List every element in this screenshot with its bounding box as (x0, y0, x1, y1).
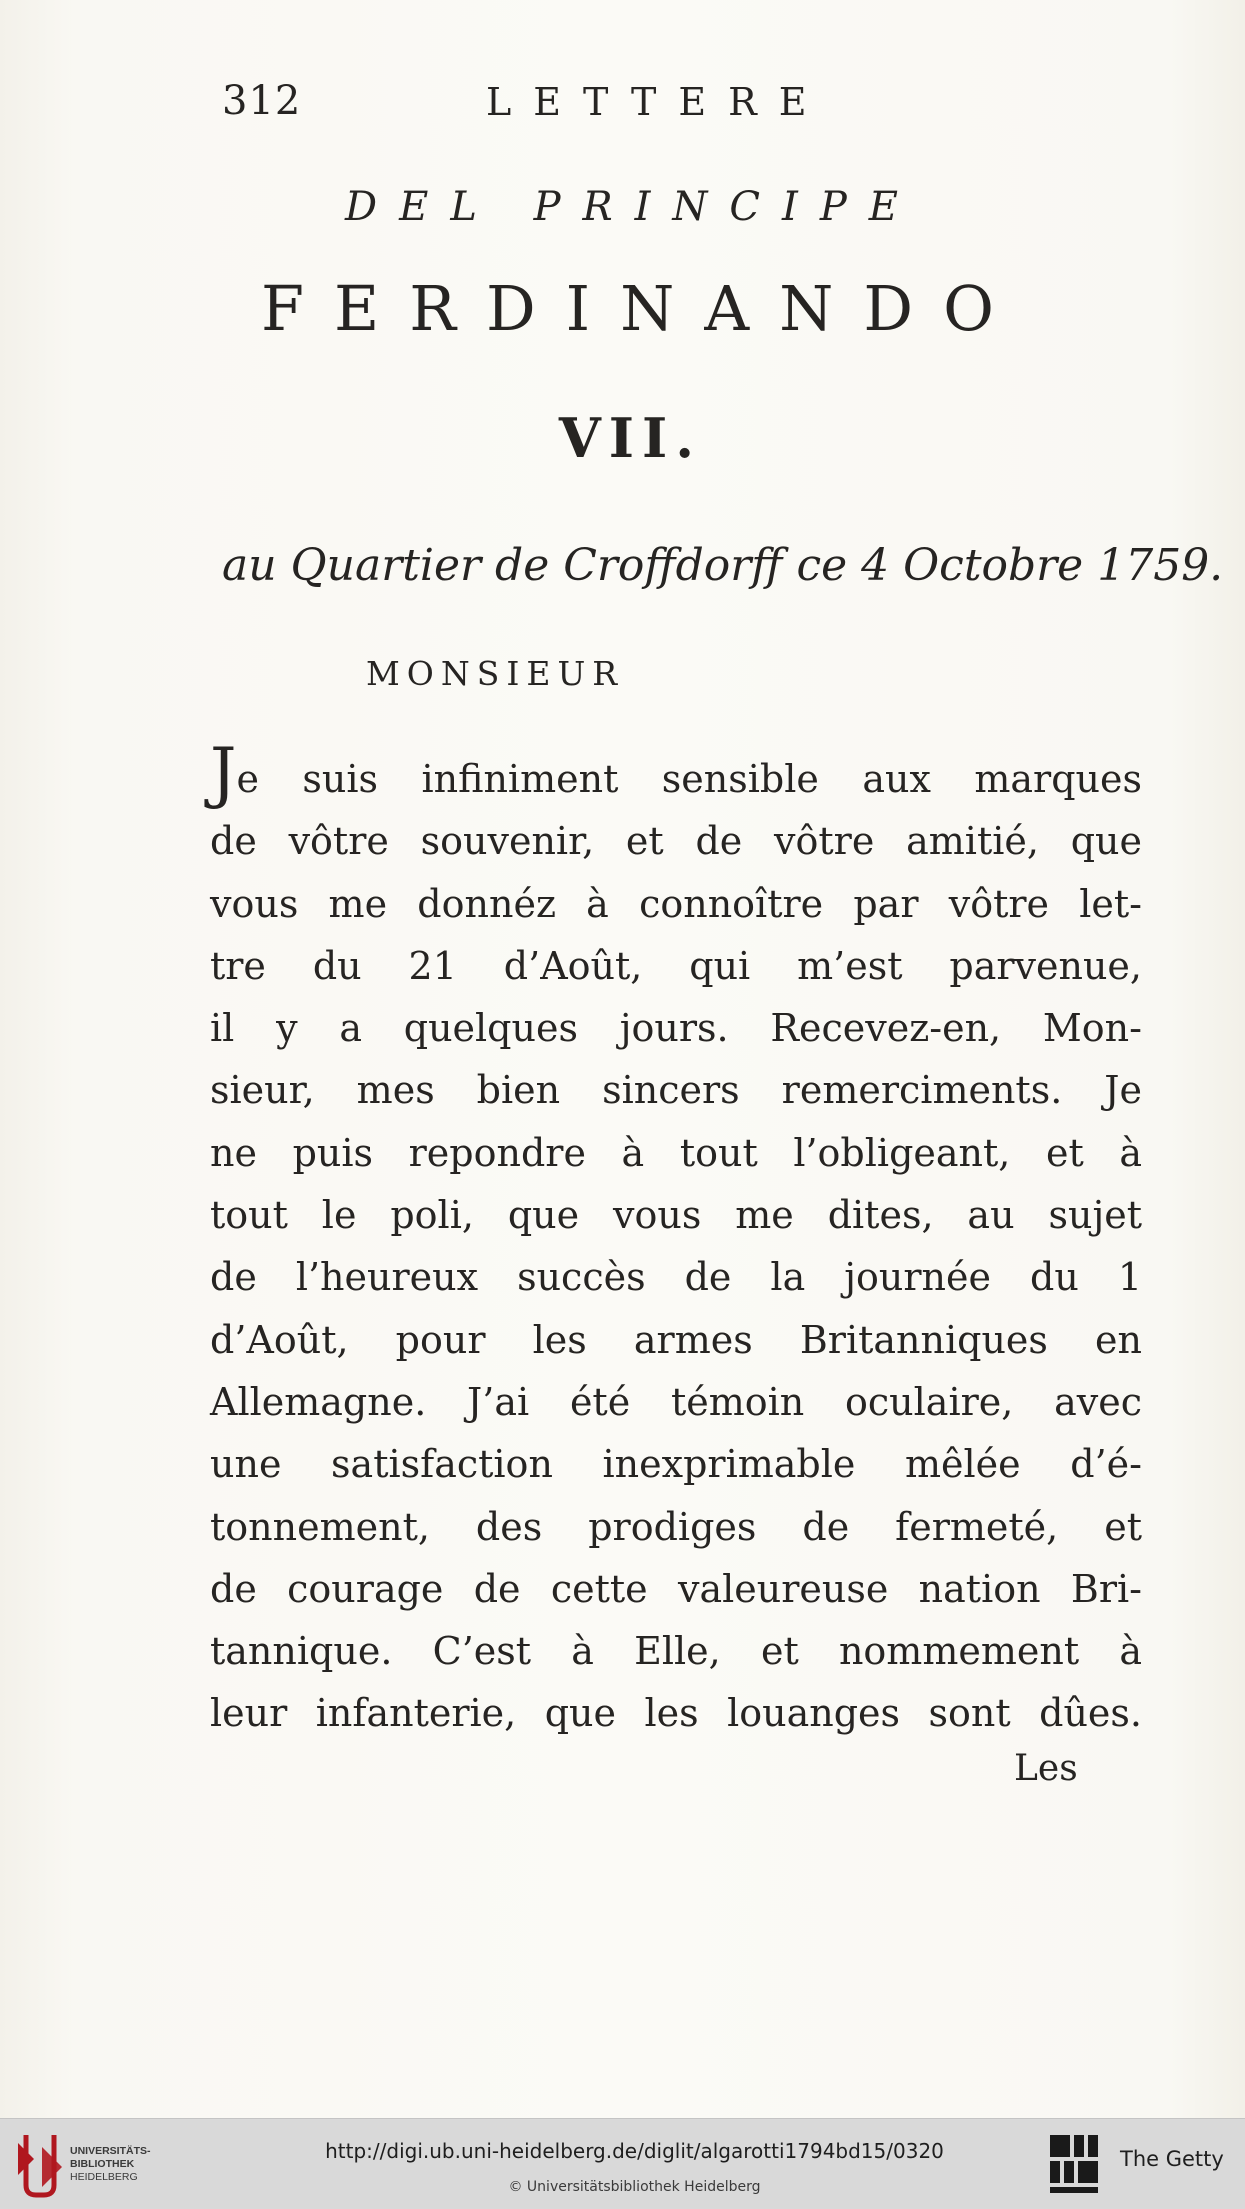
copyright-notice: © Universitätsbibliothek Heidelberg (508, 2179, 761, 2195)
body-line: de l’heureux succès de la journée du 1 (210, 1255, 1142, 1300)
getty-label: The Getty (1120, 2147, 1224, 2171)
body-line: tre du 21 d’Août, qui m’est parvenue, (210, 943, 1142, 988)
body-line: sieur, mes bien sincers remerciments. Je (210, 1068, 1142, 1113)
body-line: d’Août, pour les armes Britanniques en (210, 1317, 1142, 1362)
letter-body (210, 734, 1142, 1745)
page-number: 312 (222, 78, 302, 124)
letter-heading-line2: FERDINANDO (261, 272, 1024, 345)
letter-dateline: au Quartier de Croffdorff ce 4 Octobre 1759. (222, 540, 1224, 591)
body-line: de vôtre souvenir, et de vôtre amitié, que (210, 819, 1142, 864)
letter-salutation: MONSIEUR (366, 654, 625, 693)
body-line: tannique. C’est à Elle, et nommement à (210, 1629, 1142, 1674)
getty-logo-icon[interactable] (1046, 2129, 1102, 2201)
letter-heading-line1: DEL PRINCIPE (345, 184, 920, 230)
body-line: une satisfaction inexprimable mêlée d’é- (210, 1442, 1142, 1487)
body-line: ne puis repondre à tout l’obligeant, et à (210, 1130, 1142, 1175)
catchword: Les (1014, 1748, 1078, 1789)
letter-heading-line3: VII. (558, 406, 703, 470)
body-line: leur infanterie, que les louanges sont dûes. (210, 1691, 1142, 1736)
running-title: LETTERE (486, 80, 829, 124)
body-line (210, 734, 1142, 811)
first-line-text: e suis infiniment sensible aux marques (236, 757, 1142, 801)
body-line: vous me donnéz à connoître par vôtre let- (210, 881, 1142, 926)
library-name-line: HEIDELBERG (70, 2171, 138, 2183)
body-line: de courage de cette valeureuse nation Bri- (210, 1566, 1142, 1611)
permalink-url[interactable]: http://digi.ub.uni-heidelberg.de/diglit/algarotti1794bd15/0320 (325, 2139, 944, 2163)
library-name-line: UNIVERSITÄTS- (70, 2145, 151, 2157)
drop-cap: J (210, 734, 237, 811)
library-name-line: BIBLIOTHEK (70, 2158, 135, 2170)
body-line: Allemagne. J’ai été témoin oculaire, avec (210, 1379, 1142, 1424)
running-head (0, 70, 1245, 130)
body-line: il y a quelques jours. Recevez-en, Mon- (210, 1006, 1142, 1051)
digitization-footer (0, 2118, 1245, 2209)
body-line: tout le poli, que vous me dites, au sujet (210, 1193, 1142, 1238)
body-line: tonnement, des prodiges de fermeté, et (210, 1504, 1142, 1549)
